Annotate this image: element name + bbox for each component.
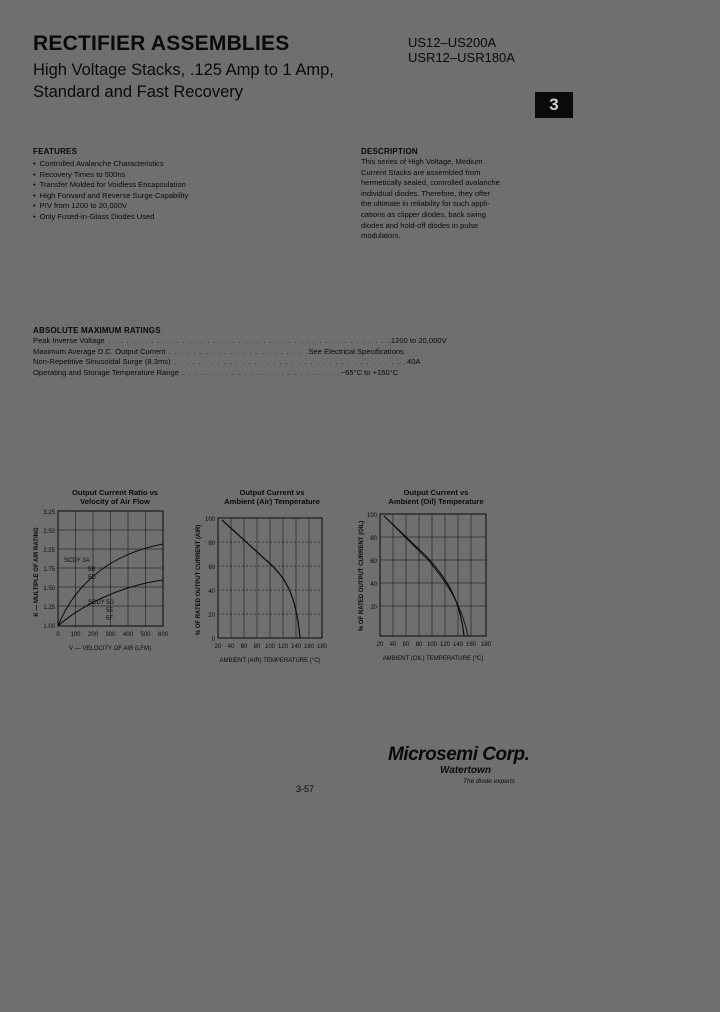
- features-section: [33, 147, 333, 223]
- x-tick-label: 180: [480, 642, 492, 648]
- x-tick-label: 80: [253, 644, 261, 650]
- description-heading: DESCRIPTION: [361, 147, 418, 156]
- x-tick-label: 120: [277, 644, 289, 650]
- x-tick-label: 100: [426, 642, 438, 648]
- x-tick-label: 60: [402, 642, 410, 648]
- chart-title-line: Output Current vs: [239, 488, 305, 497]
- y-tick-label: 1.50: [43, 586, 55, 592]
- rating-row: [33, 346, 404, 358]
- ratings-heading: ABSOLUTE MAXIMUM RATINGS: [33, 326, 161, 335]
- rating-label: Peak Inverse Voltage: [33, 336, 105, 345]
- chart-title-line: Ambient (Air) Temperature: [224, 497, 320, 506]
- y-tick-label: 2.50: [43, 529, 55, 535]
- x-tick-label: 600: [157, 632, 169, 638]
- description-line: cations as clipper diodes, back swing: [361, 209, 486, 219]
- x-tick-label: 20: [376, 642, 384, 648]
- derating-curve: [222, 520, 300, 638]
- ratings-table: [33, 336, 447, 378]
- rating-value: 1200 to 20,000V: [390, 336, 447, 345]
- y-tick-label: 80: [370, 536, 377, 542]
- chart-title-line: Output Current vs: [403, 488, 469, 497]
- y-tick-label: 2.25: [43, 548, 55, 554]
- feature-item: • PIV from 1200 to 20,000V: [33, 201, 333, 212]
- x-tick-label: 40: [389, 642, 397, 648]
- y-tick-label: 60: [208, 565, 215, 571]
- x-tick-label: 120: [439, 642, 451, 648]
- y-tick-label: 40: [208, 589, 215, 595]
- y-tick-label: 0: [211, 637, 215, 643]
- x-tick-label: 200: [87, 632, 99, 638]
- leader-dots: . . . . . . . . . . . . . . . . . . . . . . . . . .: [178, 367, 341, 377]
- feature-item: • Controlled Avalanche Characteristics: [33, 159, 333, 170]
- description-body: [361, 157, 531, 242]
- description-line: This series of High Voltage, Medium: [361, 157, 483, 166]
- x-tick-label: 100: [70, 632, 81, 638]
- subtitle-line-2: Standard and Fast Recovery: [33, 83, 244, 101]
- x-tick-label: 400: [122, 632, 134, 638]
- section-tab: 3: [535, 92, 573, 118]
- plot-frame: [380, 514, 486, 636]
- features-list: [33, 159, 333, 223]
- rating-label: Maximum Average D.C. Output Current: [33, 346, 166, 356]
- feature-item: • Recovery Times to 500ns: [33, 170, 333, 181]
- x-tick-label: 140: [452, 642, 464, 648]
- y-tick-labels: [43, 510, 55, 630]
- curve-label: 5E: [106, 608, 114, 614]
- description-line: modulators.: [361, 231, 401, 241]
- y-tick-label: 40: [370, 582, 377, 588]
- company-logo: Microsemi Corp.: [388, 744, 530, 765]
- y-tick-label: 20: [370, 605, 377, 611]
- company-location: Watertown: [440, 765, 491, 776]
- curve-label: 5D: [88, 575, 96, 581]
- description-line: diodes and hold-off diodes in pulse: [361, 220, 479, 230]
- x-tick-label: 180: [316, 644, 328, 650]
- x-tick-labels: [377, 642, 492, 648]
- y-tick-label: 100: [204, 517, 215, 523]
- x-tick-label: 140: [290, 644, 302, 650]
- y-tick-labels: [205, 517, 216, 643]
- description-section: [361, 147, 531, 242]
- y-tick-label: 3.25: [43, 510, 55, 516]
- subtitle-line-1: High Voltage Stacks, .125 Amp to 1 Amp,: [33, 61, 334, 79]
- chart-oil-temperature-plot: [356, 506, 506, 668]
- derating-curve: [384, 516, 464, 636]
- rating-row: [33, 336, 447, 347]
- x-tick-label: 300: [105, 632, 116, 638]
- x-tick-label: 100: [264, 644, 276, 650]
- feature-item: • Only Fused-in-Glass Diodes Used: [33, 212, 333, 223]
- leader-dots: . . . . . . . . . . . . . . . . . . . . . . . . . . . . . . . . . . . . . .: [170, 357, 407, 367]
- curve-label: SCDY 3A: [64, 558, 90, 564]
- chart-title-line: Output Current Ratio vs: [71, 488, 159, 497]
- grid-lines: [218, 518, 322, 638]
- chart-air-flow-plot: [30, 506, 180, 656]
- chart-title: [60, 488, 170, 506]
- features-heading: FEATURES: [33, 147, 78, 156]
- description-line: individual diodes. Therefore, they offer: [361, 188, 490, 198]
- y-tick-label: 80: [208, 541, 215, 547]
- curve-label: 5F: [106, 616, 114, 622]
- rating-value: See Electrical Specifications: [308, 346, 404, 356]
- x-tick-labels: [56, 632, 168, 638]
- chart-air-temperature-plot: [192, 506, 342, 668]
- y-tick-label: 1.75: [43, 567, 55, 573]
- chart-title: [212, 488, 332, 506]
- chart-title: [376, 488, 496, 506]
- x-axis-label: AMBIENT (OIL) TEMPERATURE (°C): [382, 656, 484, 662]
- chart-title-line: Velocity of Air Flow: [80, 497, 150, 506]
- rating-value: 40A: [406, 357, 421, 367]
- leader-dots: . . . . . . . . . . . . . . . . . . . . . . . . . . . . . . . . . . . . . . . . . . . . . .: [104, 336, 391, 345]
- x-axis-label: AMBIENT (AIR) TEMPERATURE (°C): [219, 658, 321, 664]
- chart-title-line: Ambient (Oil) Temperature: [388, 497, 484, 506]
- page-title: RECTIFIER ASSEMBLIES: [33, 32, 290, 55]
- y-axis-label: % OF RATED OUTPUT CURRENT (AIR): [196, 524, 202, 636]
- x-tick-label: 160: [465, 642, 477, 648]
- y-tick-labels: [367, 513, 378, 611]
- leader-dots: . . . . . . . . . . . . . . . . . . . . . . .: [165, 346, 309, 356]
- ratings-section: [33, 326, 447, 378]
- feature-item: • High Forward and Reverse Surge Capability: [33, 191, 333, 202]
- rating-value: −65°C to +150°C: [340, 367, 399, 377]
- curve-label: SCDY 5D: [88, 600, 114, 606]
- page-subtitle: [33, 59, 334, 103]
- part-number-line-2: USR12–USR180A: [408, 49, 515, 65]
- description-line: the ultimate in reliability for such appli-: [361, 199, 490, 209]
- y-tick-label: 60: [370, 559, 377, 565]
- y-tick-label: 1.25: [43, 605, 55, 611]
- y-tick-label: 100: [366, 513, 377, 519]
- rating-label: Non-Repetitive Sinusoidal Surge (8.3ms): [33, 357, 171, 367]
- x-axis-label: V — VELOCITY OF AIR (LFM): [69, 646, 151, 652]
- rating-label: Operating and Storage Temperature Range: [33, 367, 179, 377]
- feature-item: • Transfer Molded for Voidless Encapsulation: [33, 180, 333, 191]
- y-tick-label: 20: [208, 613, 215, 619]
- chart-air-temperature: [192, 488, 342, 668]
- company-tagline: The diode experts: [463, 778, 516, 785]
- rating-row: [33, 367, 399, 379]
- page-number: 3-57: [296, 784, 315, 794]
- y-axis-label: K — MULTIPLE OF AIR RATING: [34, 527, 40, 617]
- part-numbers: [408, 36, 515, 65]
- chart-oil-temperature: [356, 488, 506, 668]
- curve-label: 5B: [88, 567, 96, 573]
- part-number-line-1: US12–US200A: [408, 35, 497, 50]
- x-tick-label: 80: [415, 642, 423, 648]
- derating-curve-alt: [384, 516, 468, 636]
- grid-lines: [380, 514, 486, 636]
- y-axis-label: % OF RATED OUTPUT CURRENT (OIL): [359, 520, 365, 632]
- chart-air-flow: [30, 488, 180, 656]
- x-tick-label: 500: [140, 632, 151, 638]
- x-tick-label: 0: [56, 632, 60, 638]
- rating-row: [33, 357, 421, 368]
- x-tick-label: 20: [214, 644, 222, 650]
- x-tick-label: 160: [303, 644, 315, 650]
- x-tick-label: 40: [227, 644, 235, 650]
- x-tick-labels: [215, 644, 328, 650]
- y-tick-label: 1.00: [43, 624, 55, 630]
- description-line: Current Stacks are assembled from: [361, 167, 481, 177]
- description-line: hermetically sealed, controlled avalanche: [361, 178, 500, 188]
- x-tick-label: 60: [240, 644, 248, 650]
